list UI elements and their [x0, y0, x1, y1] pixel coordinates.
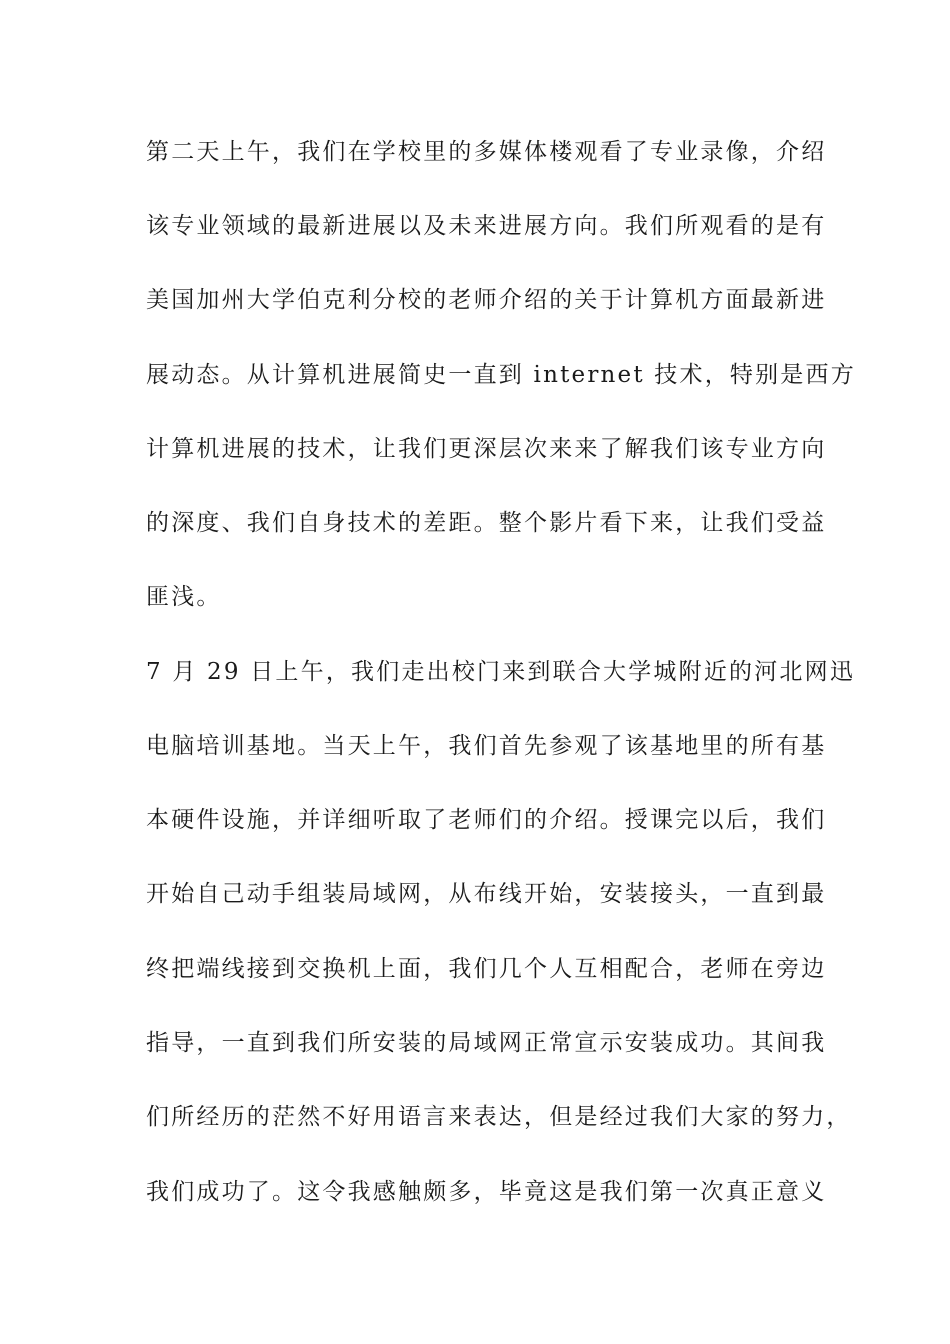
- text-line: 本硬件设施，并详细听取了老师们的介绍。授课完以后，我们: [146, 807, 827, 833]
- text-line: 的深度、我们自身技术的差距。整个影片看下来，让我们受益: [146, 510, 827, 536]
- text-line: 匪浅。: [146, 584, 222, 610]
- text-line: 第二天上午，我们在学校里的多媒体楼观看了专业录像，介绍: [146, 139, 827, 165]
- text-line: 终把端线接到交换机上面，我们几个人互相配合，老师在旁边: [146, 956, 827, 982]
- text-line: 指导，一直到我们所安装的局域网正常宣示安装成功。其间我: [146, 1030, 827, 1056]
- text-line: 该专业领域的最新进展以及未来进展方向。我们所观看的是有: [146, 213, 827, 239]
- text-line: 展动态。从计算机进展简史一直到 internet 技术，特别是西方: [146, 362, 856, 388]
- text-line: 美国加州大学伯克利分校的老师介绍的关于计算机方面最新进: [146, 287, 827, 313]
- text-line: 我们成功了。这令我感触颇多，毕竟这是我们第一次真正意义: [146, 1179, 827, 1205]
- text-line: 电脑培训基地。当天上午，我们首先参观了该基地里的所有基: [146, 733, 827, 759]
- text-line: 开始自己动手组装局域网，从布线开始，安装接头，一直到最: [146, 881, 827, 907]
- text-line: 计算机进展的技术，让我们更深层次来来了解我们该专业方向: [146, 436, 827, 462]
- text-line: 7 月 29 日上午，我们走出校门来到联合大学城附近的河北网迅: [146, 659, 856, 685]
- text-line: 们所经历的茫然不好用语言来表达，但是经过我们大家的努力，: [146, 1104, 852, 1130]
